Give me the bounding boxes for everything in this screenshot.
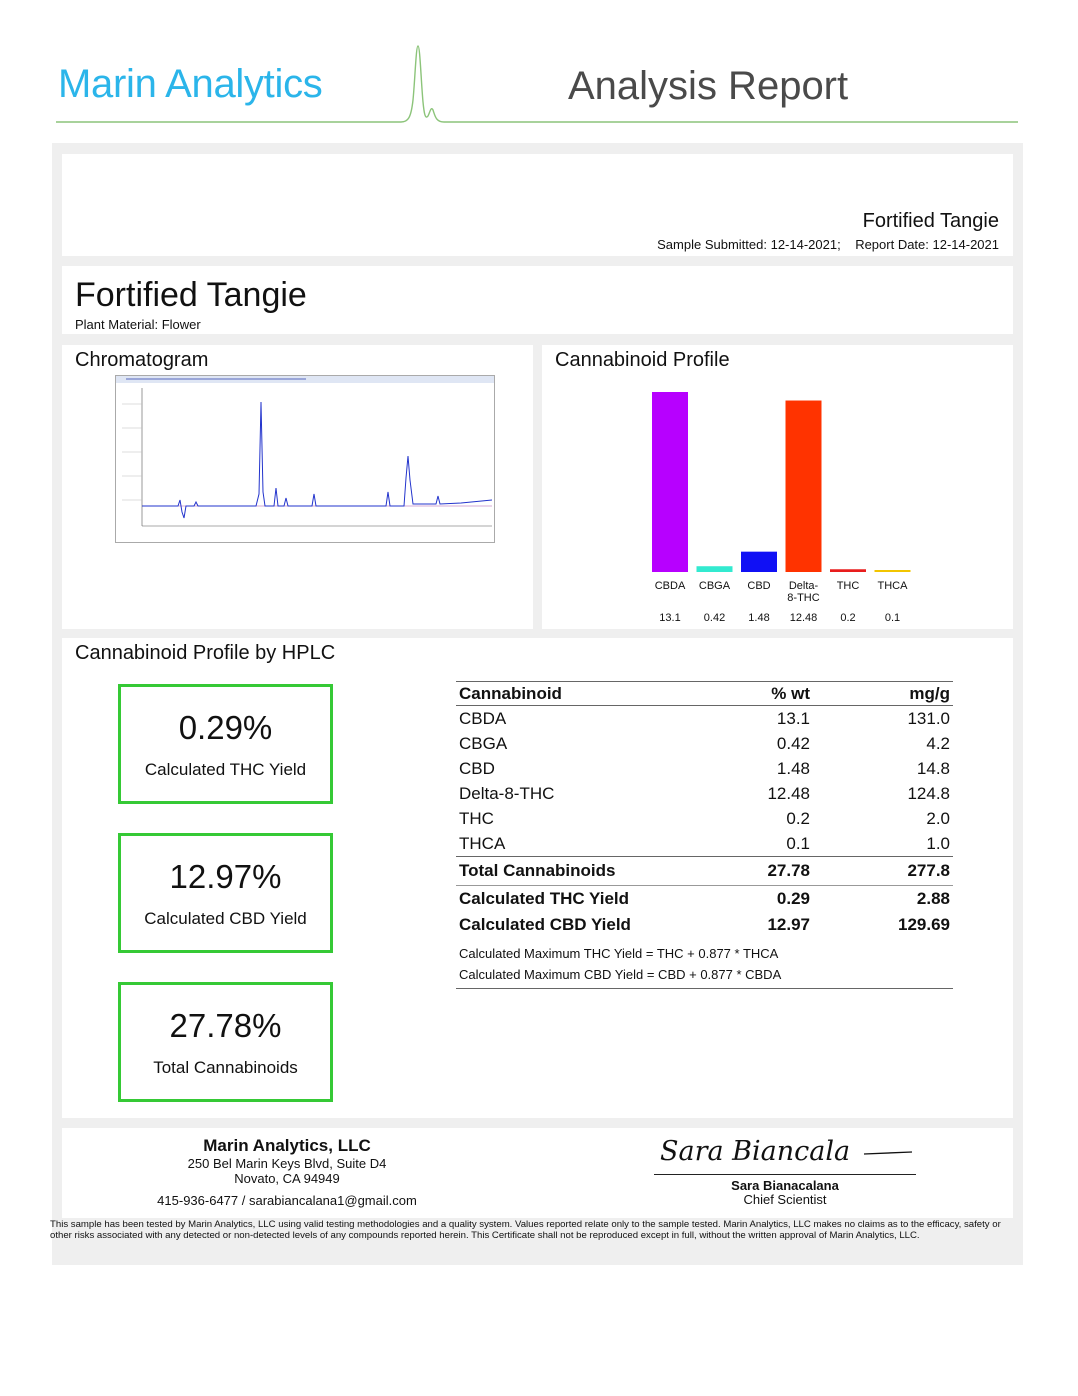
hplc-table <box>456 681 953 989</box>
bar-thc <box>830 569 866 572</box>
cannabinoid-bar-chart <box>542 345 1013 629</box>
signature-image <box>654 1130 916 1170</box>
value-label-cbd: 1.48 <box>748 612 770 624</box>
bar-thca <box>875 570 911 572</box>
tick-label-cbga: CBGA <box>698 580 731 592</box>
tick-label-thca: THCA <box>877 580 908 592</box>
total-mg: 277.8 <box>813 857 953 886</box>
company-address-1: 250 Bel Marin Keys Blvd, Suite D4 <box>187 1156 387 1171</box>
sample-submitted: Sample Submitted: 12-14-2021; <box>657 237 841 252</box>
signer-name: Sara Bianacalana <box>731 1178 839 1193</box>
sample-title: Fortified Tangie <box>75 276 307 314</box>
tick-label-cbda: CBDA <box>654 580 686 592</box>
bar-delta-8-thc <box>786 401 822 572</box>
plant-material: Plant Material: Flower <box>75 317 201 332</box>
thc-yield-mg: 2.88 <box>813 886 953 913</box>
thc-formula-note: Calculated Maximum THC Yield = THC + 0.877 * THCA <box>459 946 779 961</box>
total-row <box>456 857 953 886</box>
chromatogram-trace <box>116 376 494 542</box>
total-name: Total Cannabinoids <box>456 857 712 886</box>
row-name: CBD <box>459 758 495 778</box>
thc-yield-box <box>118 684 333 804</box>
total-cannabinoids-label: Total Cannabinoids <box>153 1058 298 1077</box>
row-percent: 0.2 <box>786 808 810 828</box>
sample-info-panel <box>62 154 1013 256</box>
hplc-panel <box>62 638 1013 1118</box>
header-peak-rule <box>56 40 1018 128</box>
company-name: Marin Analytics, LLC <box>203 1136 371 1155</box>
report-frame <box>52 143 1023 1265</box>
col-mg-per-g: mg/g <box>813 682 953 706</box>
tick-label-delta-8-thc: Delta-8-THC <box>787 580 820 604</box>
footer-panel <box>62 1128 1013 1218</box>
col-percent-wt: % wt <box>712 682 813 706</box>
signature-block <box>654 1136 916 1207</box>
cbd-yield-box <box>118 833 333 953</box>
cbd-yield-value: 12.97% <box>169 858 282 895</box>
cbd-formula-note: Calculated Maximum CBD Yield = CBD + 0.877 * CBDA <box>456 964 953 989</box>
thc-yield-percent: 0.29 <box>712 886 813 913</box>
company-address-2: Novato, CA 94949 <box>234 1171 340 1186</box>
row-percent: 12.48 <box>767 783 810 803</box>
row-percent: 0.1 <box>786 833 810 853</box>
row-name: THC <box>459 808 494 828</box>
row-percent: 1.48 <box>776 758 810 778</box>
thc-yield-label: Calculated THC Yield <box>144 760 307 779</box>
bar-cbda <box>652 392 688 572</box>
signature-line <box>654 1174 916 1175</box>
row-name: CBGA <box>459 733 508 753</box>
bar-cbga <box>697 566 733 572</box>
table-row <box>456 731 953 756</box>
sample-dates <box>657 237 999 252</box>
total-cannabinoids-box <box>118 982 333 1102</box>
table-row <box>456 806 953 831</box>
report-date: Report Date: 12-14-2021 <box>855 237 999 252</box>
cbd-yield-name: Calculated CBD Yield <box>459 914 631 934</box>
cannabinoid-profile-title: Cannabinoid Profile <box>555 349 730 371</box>
table-row <box>456 706 953 732</box>
thc-yield-value: 0.29% <box>178 709 273 746</box>
row-mg: 131.0 <box>907 708 950 728</box>
company-info <box>62 1136 512 1208</box>
row-name: THCA <box>459 833 506 853</box>
cbd-yield-mg: 129.69 <box>898 914 950 934</box>
total-percent: 27.78 <box>712 857 813 886</box>
cannabinoid-profile-panel <box>542 345 1013 629</box>
row-percent: 0.42 <box>776 733 810 753</box>
disclaimer: This sample has been tested by Marin Analytics, LLC using valid testing methodologies and a quality system. Values reported relate only to the sample tested. Marin Analytics, LLC makes no claims as to the efficacy, safety or other risks associated with any detected or non-detected levels of any compounds reported herein. This Certificate shall not be reproduced except in full, without the written approval of Marin Analytics, LLC. <box>50 1219 1001 1241</box>
cbd-yield-label: Calculated CBD Yield <box>144 909 307 928</box>
row-name: CBDA <box>459 708 507 728</box>
thc-formula-row <box>456 937 953 964</box>
value-label-delta-8-thc: 12.48 <box>789 612 818 624</box>
table-row <box>456 831 953 857</box>
thc-yield-row <box>456 886 953 913</box>
value-label-cbga: 0.42 <box>703 612 726 624</box>
value-label-thc: 0.2 <box>840 612 856 624</box>
row-mg: 2.0 <box>926 808 950 828</box>
hplc-title: Cannabinoid Profile by HPLC <box>75 642 336 664</box>
row-name: Delta-8-THC <box>459 783 555 803</box>
chromatogram-title: Chromatogram <box>75 349 209 371</box>
sample-name-header: Fortified Tangie <box>862 210 999 232</box>
table-header-row <box>456 682 953 706</box>
company-contact: 415-936-6477 / sarabiancalana1@gmail.com <box>157 1193 417 1208</box>
row-mg: 14.8 <box>916 758 950 778</box>
value-label-cbda: 13.1 <box>659 612 681 624</box>
cbd-yield-percent: 12.97 <box>767 914 810 934</box>
cbd-formula-row <box>456 964 953 989</box>
tick-label-cbd: CBD <box>747 580 771 592</box>
cbd-yield-row <box>456 912 953 937</box>
total-cannabinoids-value: 27.78% <box>169 1007 282 1044</box>
signer-title: Chief Scientist <box>743 1192 827 1207</box>
tick-label-thc: THC <box>836 580 860 592</box>
thc-yield-name: Calculated THC Yield <box>456 886 712 913</box>
signature-text: Sara Biancala <box>660 1136 851 1167</box>
row-mg: 1.0 <box>926 833 950 853</box>
value-label-thca: 0.1 <box>884 612 901 624</box>
chromatogram-image <box>115 375 495 543</box>
row-mg: 4.2 <box>926 733 950 753</box>
chromatogram-panel <box>62 345 533 629</box>
brand-name: Marin Analytics <box>58 62 323 106</box>
row-mg: 124.8 <box>907 783 950 803</box>
table-row <box>456 756 953 781</box>
table-row <box>456 781 953 806</box>
bar-cbd <box>741 552 777 572</box>
row-percent: 13.1 <box>776 708 810 728</box>
report-title: Analysis Report <box>568 64 849 108</box>
col-cannabinoid: Cannabinoid <box>456 682 712 706</box>
sample-title-panel <box>62 266 1013 334</box>
